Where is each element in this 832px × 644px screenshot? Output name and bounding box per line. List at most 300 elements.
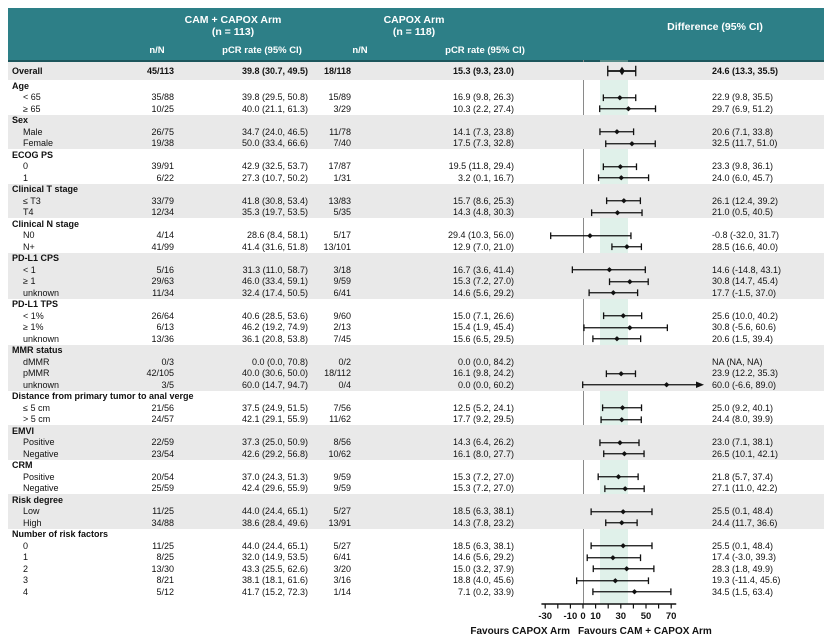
table-row xyxy=(8,103,824,115)
arm2-nn-value: 13/101 xyxy=(323,241,351,252)
arm1-pcr-value: 44.0 (24.4, 65.1) xyxy=(241,540,308,551)
arm1-pcr-value: 46.0 (33.4, 59.1) xyxy=(241,276,308,287)
row-label: 1 xyxy=(23,172,29,183)
arm1-pcr-value: 42.9 (32.5, 53.7) xyxy=(241,161,308,172)
row-label: High xyxy=(23,517,42,528)
ci-plot xyxy=(520,195,708,207)
arm1-pcr-value: 39.8 (30.7, 49.5) xyxy=(241,66,308,76)
arm2-nn-value: 6/41 xyxy=(333,552,351,563)
ci-plot xyxy=(520,92,708,104)
subgroup-band xyxy=(8,115,824,150)
difference-value: 21.8 (5.7, 37.4) xyxy=(712,471,774,482)
col-header-nn-arm1: n/N xyxy=(149,45,165,56)
difference-value: 25.6 (10.0, 40.2) xyxy=(712,310,779,321)
group-header-row xyxy=(8,494,824,506)
ci-plot xyxy=(520,241,708,253)
arm2-nn-value: 17/87 xyxy=(328,161,351,172)
group-header-row xyxy=(8,345,824,357)
table-row xyxy=(8,379,824,391)
arm1-nn-value: 23/54 xyxy=(151,448,174,459)
table-row xyxy=(8,241,824,253)
arm2-nn-value: 1/14 xyxy=(333,586,351,597)
row-label: ≥ 1% xyxy=(23,322,44,333)
ci-plot xyxy=(520,103,708,115)
arm2-name: CAPOX Arm xyxy=(383,14,445,26)
arm1-pcr-value: 38.1 (18.1, 61.6) xyxy=(241,575,308,586)
subgroup-band xyxy=(8,299,824,345)
arm2-nn-value: 0/2 xyxy=(338,356,351,367)
arm1-nn-value: 25/59 xyxy=(151,483,174,494)
subgroup-band xyxy=(8,529,824,598)
arm1-nn-value: 0/3 xyxy=(161,356,174,367)
difference-value: 19.3 (-11.4, 45.6) xyxy=(712,575,781,586)
row-label: 2 xyxy=(23,563,29,574)
col-header-nn-arm2: n/N xyxy=(352,45,368,56)
arm2-pcr-value: 3.2 (0.1, 16.7) xyxy=(457,172,514,183)
difference-value: 20.6 (1.5, 39.4) xyxy=(712,333,774,344)
arm2-pcr-value: 15.6 (6.5, 29.5) xyxy=(452,333,514,344)
arm1-nn-value: 26/64 xyxy=(151,310,174,321)
row-label: 1 xyxy=(23,552,29,563)
arm2-pcr-value: 12.5 (5.2, 24.1) xyxy=(452,402,514,413)
arm1-pcr-value: 40.0 (21.1, 61.3) xyxy=(241,103,308,114)
row-label: Negative xyxy=(23,483,59,494)
arm1-pcr-value: 41.8 (30.8, 53.4) xyxy=(241,195,308,206)
table-row xyxy=(8,92,824,104)
x-axis xyxy=(512,599,700,611)
arm2-pcr-value: 16.1 (9.8, 24.2) xyxy=(452,368,514,379)
arm1-pcr-value: 42.1 (29.1, 55.9) xyxy=(241,414,308,425)
col-header-pcr-arm1: pCR rate (95% CI) xyxy=(222,45,302,56)
arm2-pcr-value: 29.4 (10.3, 56.0) xyxy=(447,230,514,241)
difference-value: 23.3 (9.8, 36.1) xyxy=(712,161,774,172)
ci-plot xyxy=(520,540,708,552)
axis-tick-label: 0 xyxy=(580,611,586,622)
arm2-nn-value: 18/118 xyxy=(323,66,351,76)
ci-plot xyxy=(520,333,708,345)
arm2-nn-value: 9/59 xyxy=(333,483,351,494)
difference-value: 25.5 (0.1, 48.4) xyxy=(712,506,774,517)
arm2-nn-value: 8/56 xyxy=(333,437,351,448)
row-label: 0 xyxy=(23,161,29,172)
arm2-n: (n = 118) xyxy=(392,26,436,38)
difference-value: 25.0 (9.2, 40.1) xyxy=(712,402,774,413)
table-row xyxy=(8,264,824,276)
arm2-pcr-value: 14.6 (5.6, 29.2) xyxy=(452,287,514,298)
table-row xyxy=(8,356,824,368)
arm1-nn-value: 11/34 xyxy=(152,287,174,298)
subgroup-band xyxy=(8,345,824,391)
axis-tick-label: -10 xyxy=(563,611,578,622)
difference-value: 24.0 (6.0, 45.7) xyxy=(712,172,774,183)
group-header-row xyxy=(8,149,824,161)
row-label: Positive xyxy=(23,471,55,482)
arm2-pcr-value: 14.3 (7.8, 23.2) xyxy=(452,517,514,528)
subgroup-band xyxy=(8,425,824,460)
row-label: N+ xyxy=(23,241,35,252)
ci-plot xyxy=(520,448,708,460)
ci-plot xyxy=(520,126,708,138)
arm1-nn-value: 42/105 xyxy=(146,368,174,379)
favours-left-label: Favours CAPOX Arm xyxy=(470,626,570,637)
group-header-row xyxy=(8,460,824,472)
arm2-pcr-value: 15.7 (8.6, 25.3) xyxy=(452,195,514,206)
arm2-pcr-value: 19.5 (11.8, 29.4) xyxy=(448,161,514,172)
arm2-nn-value: 3/18 xyxy=(333,264,351,275)
axis-tick-label: 10 xyxy=(590,611,601,622)
row-label: Positive xyxy=(23,437,55,448)
table-row xyxy=(8,138,824,150)
arm2-nn-value: 15/89 xyxy=(328,92,351,103)
arm1-pcr-value: 28.6 (8.4, 58.1) xyxy=(246,230,308,241)
table-row xyxy=(8,552,824,564)
arm1-nn-value: 11/25 xyxy=(152,506,174,517)
table-row xyxy=(8,310,824,322)
subgroup-band xyxy=(8,494,824,529)
ci-plot xyxy=(520,368,708,380)
table-row xyxy=(8,414,824,426)
ci-plot xyxy=(520,402,708,414)
difference-value: 24.4 (11.7, 36.6) xyxy=(712,517,778,528)
arm2-nn-value: 7/56 xyxy=(333,402,351,413)
arm1-nn-value: 6/22 xyxy=(156,172,174,183)
arm2-nn-value: 9/59 xyxy=(333,471,351,482)
group-name: Distance from primary tumor to anal verge xyxy=(12,391,194,402)
arm2-pcr-value: 7.1 (0.2, 33.9) xyxy=(457,586,514,597)
arm2-pcr-value: 15.3 (9.3, 23.0) xyxy=(452,66,514,76)
group-name: Risk degree xyxy=(12,494,64,505)
row-label: T4 xyxy=(23,207,34,218)
arm1-nn-value: 21/56 xyxy=(151,402,174,413)
difference-value: 14.6 (-14.8, 43.1) xyxy=(712,264,782,275)
ci-plot xyxy=(520,230,708,242)
subgroup-band xyxy=(8,62,824,80)
col-header-pcr-arm2: pCR rate (95% CI) xyxy=(445,45,525,56)
group-name: ECOG PS xyxy=(12,149,54,160)
arm1-pcr-value: 42.6 (29.2, 56.8) xyxy=(241,448,308,459)
table-header xyxy=(8,8,824,62)
arm1-name: CAM + CAPOX Arm xyxy=(184,14,282,26)
group-header-row xyxy=(8,391,824,403)
difference-value: 28.3 (1.8, 49.9) xyxy=(712,563,774,574)
arm2-pcr-value: 16.1 (8.0, 27.7) xyxy=(452,448,514,459)
arm2-nn-value: 3/20 xyxy=(333,563,351,574)
arm1-nn-value: 19/38 xyxy=(151,138,174,149)
arm1-pcr-value: 60.0 (14.7, 94.7) xyxy=(241,379,308,390)
difference-value: -0.8 (-32.0, 31.7) xyxy=(712,230,780,241)
arm1-pcr-value: 39.8 (29.5, 50.8) xyxy=(241,92,308,103)
arm1-pcr-value: 32.4 (17.4, 50.5) xyxy=(241,287,308,298)
arm2-nn-value: 9/60 xyxy=(333,310,351,321)
table-row xyxy=(8,207,824,219)
difference-value: 30.8 (-5.6, 60.6) xyxy=(712,322,777,333)
arm2-nn-value: 11/78 xyxy=(329,126,351,137)
arm2-nn-value: 6/41 xyxy=(333,287,351,298)
arm1-nn-value: 35/88 xyxy=(151,92,174,103)
group-name: Sex xyxy=(12,115,29,126)
row-label: < 65 xyxy=(23,92,41,103)
table-row xyxy=(8,517,824,529)
ci-plot xyxy=(520,586,708,598)
arm2-pcr-value: 12.9 (7.0, 21.0) xyxy=(452,241,514,252)
difference-value: 26.5 (10.1, 42.1) xyxy=(712,448,779,459)
favours-right-label: Favours CAM + CAPOX Arm xyxy=(578,626,712,637)
table-row xyxy=(8,586,824,598)
group-name: MMR status xyxy=(12,345,63,356)
arm1-nn-value: 4/14 xyxy=(156,230,174,241)
arm2-pcr-value: 14.3 (6.4, 26.2) xyxy=(452,437,514,448)
arm2-pcr-value: 0.0 (0.0, 60.2) xyxy=(457,379,514,390)
ci-plot xyxy=(520,138,708,150)
group-name: EMVI xyxy=(12,425,35,436)
ci-plot xyxy=(520,172,708,184)
arm2-nn-value: 1/31 xyxy=(333,172,351,183)
arm2-nn-value: 18/112 xyxy=(324,368,351,379)
ci-plot xyxy=(520,575,708,587)
arm2-nn-value: 5/27 xyxy=(333,506,351,517)
ci-plot xyxy=(520,483,708,495)
row-label: ≤ 5 cm xyxy=(23,402,50,413)
group-header-row xyxy=(8,425,824,437)
arm1-nn-value: 10/25 xyxy=(151,103,174,114)
row-label: unknown xyxy=(23,333,60,344)
ci-plot xyxy=(520,62,708,80)
arm2-pcr-value: 14.1 (7.3, 23.8) xyxy=(452,126,514,137)
ci-plot xyxy=(520,506,708,518)
arm1-nn-value: 39/91 xyxy=(151,161,174,172)
arm1-pcr-value: 40.0 (30.6, 50.0) xyxy=(241,368,308,379)
arm1-pcr-value: 38.6 (28.4, 49.6) xyxy=(241,517,308,528)
arm2-nn-value: 5/17 xyxy=(333,230,351,241)
axis-tick-label: -30 xyxy=(538,611,553,622)
arm1-nn-value: 13/36 xyxy=(151,333,174,344)
ci-plot xyxy=(520,287,708,299)
arm2-pcr-value: 14.6 (5.6, 29.2) xyxy=(452,552,514,563)
arm2-pcr-value: 16.9 (9.8, 26.3) xyxy=(452,92,514,103)
difference-value: 17.7 (-1.5, 37.0) xyxy=(712,287,777,298)
group-name: PD-L1 CPS xyxy=(12,253,60,264)
arm1-nn-value: 45/113 xyxy=(146,66,174,76)
table-row xyxy=(8,506,824,518)
arm2-nn-value: 7/45 xyxy=(333,333,351,344)
arm2-pcr-value: 18.5 (6.3, 38.1) xyxy=(452,540,514,551)
arm2-nn-value: 3/29 xyxy=(333,103,351,114)
arm1-nn-value: 6/13 xyxy=(156,322,174,333)
col-header-difference: Difference (95% CI) xyxy=(667,21,763,33)
row-label: dMMR xyxy=(23,356,50,367)
difference-value: 24.6 (13.3, 35.5) xyxy=(712,66,779,76)
ci-plot xyxy=(520,563,708,575)
row-label: unknown xyxy=(23,287,60,298)
table-row xyxy=(8,172,824,184)
arm1-pcr-value: 34.7 (24.0, 46.5) xyxy=(241,126,308,137)
table-row xyxy=(8,333,824,345)
arm1-nn-value: 5/12 xyxy=(156,586,174,597)
arm1-pcr-value: 40.6 (28.5, 53.6) xyxy=(241,310,308,321)
arm1-nn-value: 5/16 xyxy=(156,264,174,275)
group-header-row xyxy=(8,218,824,230)
subgroup-band xyxy=(8,80,824,115)
table-row xyxy=(8,563,824,575)
row-label: < 1% xyxy=(23,310,44,321)
row-label: Female xyxy=(23,138,54,149)
arm2-pcr-value: 15.3 (7.2, 27.0) xyxy=(452,276,514,287)
arm1-nn-value: 13/30 xyxy=(151,563,174,574)
arm2-pcr-value: 18.8 (4.0, 45.6) xyxy=(452,575,514,586)
row-label: 0 xyxy=(23,540,29,551)
row-label: < 1 xyxy=(23,264,36,275)
arm1-nn-value: 34/88 xyxy=(151,517,174,528)
table-row xyxy=(8,230,824,242)
table-row xyxy=(8,448,824,460)
ci-plot xyxy=(520,356,708,368)
ci-plot xyxy=(520,161,708,173)
row-label: Male xyxy=(23,126,43,137)
arm2-pcr-value: 15.4 (1.9, 45.4) xyxy=(452,322,514,333)
table-row xyxy=(8,483,824,495)
arm1-nn-value: 22/59 xyxy=(151,437,174,448)
row-label: N0 xyxy=(23,230,35,241)
difference-value: 20.6 (7.1, 33.8) xyxy=(712,126,774,137)
row-label: unknown xyxy=(23,379,60,390)
arm2-nn-value: 5/27 xyxy=(333,540,351,551)
arm2-pcr-value: 18.5 (6.3, 38.1) xyxy=(452,506,514,517)
arm2-pcr-value: 14.3 (4.8, 30.3) xyxy=(452,207,514,218)
subgroup-band xyxy=(8,184,824,219)
difference-value: 25.5 (0.1, 48.4) xyxy=(712,540,774,551)
ci-plot xyxy=(520,414,708,426)
arm1-pcr-value: 37.5 (24.9, 51.5) xyxy=(241,402,308,413)
group-name: CRM xyxy=(12,460,33,471)
arm1-nn-value: 8/21 xyxy=(156,575,174,586)
row-label: 4 xyxy=(23,586,29,597)
arm1-nn-value: 29/63 xyxy=(151,276,174,287)
group-header-row xyxy=(8,253,824,265)
group-header-row xyxy=(8,299,824,311)
ci-plot xyxy=(520,207,708,219)
difference-value: 21.0 (0.5, 40.5) xyxy=(712,207,774,218)
arm2-nn-value: 7/40 xyxy=(333,138,351,149)
subgroup-band xyxy=(8,218,824,253)
axis-tick-label: 50 xyxy=(640,611,652,622)
arm1-pcr-value: 43.3 (25.5, 62.6) xyxy=(241,563,308,574)
arm1-pcr-value: 44.0 (24.4, 65.1) xyxy=(241,506,308,517)
arm2-nn-value: 10/62 xyxy=(328,448,351,459)
difference-value: 32.5 (11.7, 51.0) xyxy=(712,138,778,149)
arm1-pcr-value: 46.2 (19.2, 74.9) xyxy=(241,322,308,333)
row-label: Low xyxy=(23,506,40,517)
table-rows xyxy=(8,62,824,598)
arm1-pcr-value: 35.3 (19.7, 53.5) xyxy=(241,207,308,218)
difference-value: 60.0 (-6.6, 89.0) xyxy=(712,379,777,390)
group-header-row xyxy=(8,115,824,127)
arm2-nn-value: 2/13 xyxy=(333,322,351,333)
row-label: ≥ 65 xyxy=(23,103,41,114)
table-row xyxy=(8,471,824,483)
difference-value: 23.0 (7.1, 38.1) xyxy=(712,437,774,448)
arm2-nn-value: 3/16 xyxy=(333,575,351,586)
arm2-pcr-value: 17.7 (9.2, 29.5) xyxy=(452,414,514,425)
ci-plot xyxy=(520,379,708,391)
arm2-nn-value: 13/83 xyxy=(328,195,351,206)
arm1-pcr-value: 0.0 (0.0, 70.8) xyxy=(251,356,308,367)
row-label: ≥ 1 xyxy=(23,276,36,287)
difference-value: 27.1 (11.0, 42.2) xyxy=(712,483,778,494)
arm1-pcr-value: 41.4 (31.6, 51.8) xyxy=(241,241,308,252)
difference-value: NA (NA, NA) xyxy=(712,356,763,367)
arm1-nn-value: 12/34 xyxy=(151,207,174,218)
arm1-nn-value: 24/57 xyxy=(151,414,174,425)
row-label: Overall xyxy=(12,66,43,76)
table-row xyxy=(8,126,824,138)
row-label: ≤ T3 xyxy=(23,195,41,206)
subgroup-band xyxy=(8,149,824,184)
arm2-pcr-value: 15.0 (3.2, 37.9) xyxy=(452,563,514,574)
group-name: PD-L1 TPS xyxy=(12,299,59,310)
difference-value: 34.5 (1.5, 63.4) xyxy=(712,586,774,597)
group-header-row xyxy=(8,184,824,196)
group-name: Age xyxy=(12,80,30,91)
ci-plot xyxy=(520,471,708,483)
arm1-pcr-value: 41.7 (15.2, 72.3) xyxy=(241,586,308,597)
table-row xyxy=(8,161,824,173)
row-label: Negative xyxy=(23,448,59,459)
difference-value: 28.5 (16.6, 40.0) xyxy=(712,241,779,252)
table-row xyxy=(8,540,824,552)
arm2-pcr-value: 16.7 (3.6, 41.4) xyxy=(452,264,514,275)
group-header-row xyxy=(8,80,824,92)
row-label: 3 xyxy=(23,575,29,586)
table-row xyxy=(8,368,824,380)
arm1-nn-value: 26/75 xyxy=(151,126,174,137)
arm2-pcr-value: 0.0 (0.0, 84.2) xyxy=(457,356,514,367)
group-name: Clinical N stage xyxy=(12,218,80,229)
arm1-pcr-value: 31.3 (11.0, 58.7) xyxy=(242,264,308,275)
subgroup-band xyxy=(8,253,824,299)
ci-plot xyxy=(520,437,708,449)
difference-value: 24.4 (8.0, 39.9) xyxy=(712,414,774,425)
arm1-nn-value: 3/5 xyxy=(161,379,174,390)
arm2-nn-value: 5/35 xyxy=(333,207,351,218)
arm1-pcr-value: 37.0 (24.3, 51.3) xyxy=(241,471,308,482)
table-row xyxy=(8,195,824,207)
ci-plot xyxy=(520,552,708,564)
ci-plot xyxy=(520,276,708,288)
subgroup-band xyxy=(8,460,824,495)
difference-value: 23.9 (12.2, 35.3) xyxy=(712,368,779,379)
arm1-nn-value: 8/25 xyxy=(156,552,174,563)
table-row xyxy=(8,437,824,449)
group-name: Clinical T stage xyxy=(12,184,79,195)
arm2-pcr-value: 15.0 (7.1, 26.6) xyxy=(452,310,514,321)
arm1-nn-value: 41/99 xyxy=(151,241,174,252)
difference-value: 29.7 (6.9, 51.2) xyxy=(712,103,774,114)
table-row xyxy=(8,322,824,334)
ci-plot xyxy=(520,517,708,529)
arm2-pcr-value: 10.3 (2.2, 27.4) xyxy=(452,103,514,114)
ci-plot xyxy=(520,322,708,334)
difference-value: 22.9 (9.8, 35.5) xyxy=(712,92,774,103)
arm1-pcr-value: 36.1 (20.8, 53.8) xyxy=(241,333,308,344)
table-row xyxy=(8,287,824,299)
arm2-nn-value: 0/4 xyxy=(338,379,351,390)
arm1-pcr-value: 37.3 (25.0, 50.9) xyxy=(241,437,308,448)
difference-value: 26.1 (12.4, 39.2) xyxy=(712,195,779,206)
axis-tick-label: 70 xyxy=(665,611,677,622)
arm1-nn-value: 20/54 xyxy=(151,471,174,482)
arm1-pcr-value: 27.3 (10.7, 50.2) xyxy=(241,172,308,183)
difference-value: 17.4 (-3.0, 39.3) xyxy=(712,552,777,563)
